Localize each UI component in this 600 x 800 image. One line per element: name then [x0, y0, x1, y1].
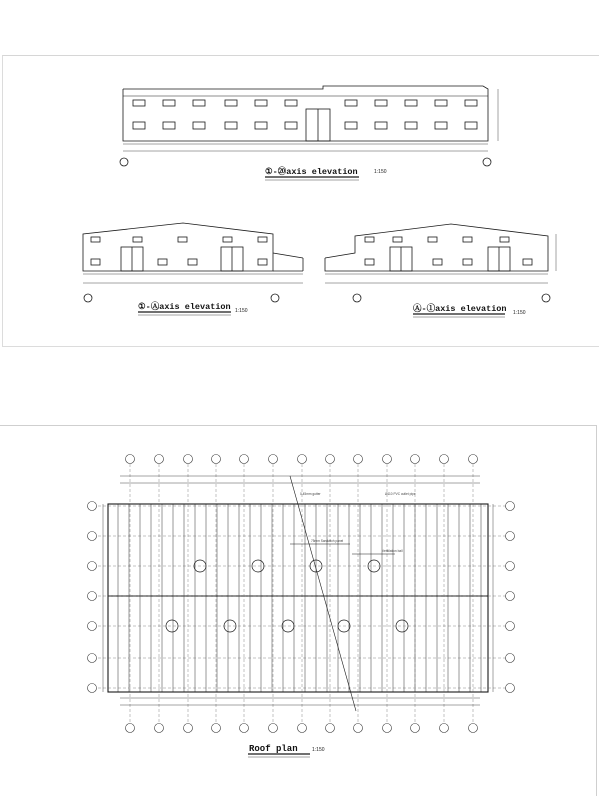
lower-window [225, 122, 237, 129]
axis-bubble-bottom [440, 724, 449, 733]
lower-window [375, 122, 387, 129]
axis-bubble-top [155, 455, 164, 464]
left-elevation [83, 223, 303, 302]
upper-window [465, 100, 477, 106]
axis-bubble-top [298, 455, 307, 464]
roof-outline [108, 504, 488, 692]
lower-window [255, 122, 267, 129]
axis-bubble-top [411, 455, 420, 464]
elevations-drawing [3, 56, 599, 346]
axis-bubble-right [506, 684, 515, 693]
axis-bubble-right [506, 622, 515, 631]
elevations-sheet [2, 55, 599, 347]
axis-bubble-right [506, 592, 515, 601]
front-axis-start-bubble [120, 158, 128, 166]
ventilation-ball-note: Ventilation ball [382, 549, 403, 553]
axis-bubble-right [506, 502, 515, 511]
roof-purlins [118, 504, 481, 692]
section-cut-line [290, 476, 356, 711]
roof-plan-scale: 1:150 [312, 747, 325, 753]
front-elevation [120, 86, 498, 166]
sandwich-panel-note: 75mm Sandwich panel [311, 539, 344, 543]
lower-window [465, 122, 477, 129]
lower-window [345, 122, 357, 129]
upper-window [255, 100, 267, 106]
right-elevation [325, 224, 556, 302]
lower-window [133, 122, 145, 129]
upper-window [133, 100, 145, 106]
axis-bubble-top [269, 455, 278, 464]
axis-bubble-bottom [383, 724, 392, 733]
left-elevation-scale: 1:150 [235, 308, 248, 314]
axis-bubble-left [88, 684, 97, 693]
axis-bubble-top [469, 455, 478, 464]
axis-bubbles [88, 455, 515, 733]
axis-bubble-bottom [354, 724, 363, 733]
upper-window [193, 100, 205, 106]
upper-window [435, 100, 447, 106]
upper-window [405, 100, 417, 106]
axis-bubble-top [440, 455, 449, 464]
axis-bubble-right [506, 654, 515, 663]
axis-bubble-bottom [212, 724, 221, 733]
axis-bubble-top [326, 455, 335, 464]
axis-bubble-left [88, 622, 97, 631]
lower-window [193, 122, 205, 129]
upper-window [225, 100, 237, 106]
axis-bubble-bottom [184, 724, 193, 733]
axis-bubble-bottom [126, 724, 135, 733]
axis-bubble-left [88, 532, 97, 541]
axis-bubble-top [212, 455, 221, 464]
axis-bubble-top [184, 455, 193, 464]
upper-window [375, 100, 387, 106]
axis-bubble-top [383, 455, 392, 464]
axis-bubble-bottom [240, 724, 249, 733]
axis-bubble-left [88, 502, 97, 511]
axis-bubble-top [126, 455, 135, 464]
lower-window [163, 122, 175, 129]
upper-window [285, 100, 297, 106]
upper-window [163, 100, 175, 106]
left-elevation-caption: ①-Ⓐaxis elevation [138, 302, 231, 312]
axis-bubble-bottom [411, 724, 420, 733]
right-elevation-caption: Ⓐ-①axis elevation [413, 304, 507, 314]
gutter-note: 0.45mm gutter [300, 492, 321, 496]
axis-bubble-bottom [326, 724, 335, 733]
roof-plan-drawing [0, 426, 596, 796]
left-axis-start-bubble [84, 294, 92, 302]
right-axis-start-bubble [353, 294, 361, 302]
outlet-pipe-note: Ø110 PVC outlet pipe [385, 492, 416, 496]
front-elevation-scale: 1:150 [374, 169, 387, 175]
roof-plan-sheet [0, 425, 597, 796]
left-axis-end-bubble [271, 294, 279, 302]
axis-bubble-bottom [298, 724, 307, 733]
ventilation-ball [396, 620, 408, 632]
ventilation-ball [166, 620, 178, 632]
right-elevation-scale: 1:150 [513, 310, 526, 316]
upper-window [345, 100, 357, 106]
lower-window [285, 122, 297, 129]
lower-window [435, 122, 447, 129]
axis-bubble-bottom [269, 724, 278, 733]
roof-plan-caption: Roof plan [249, 744, 298, 754]
front-elevation-caption: ①-⑳axis elevation [265, 167, 358, 177]
right-axis-end-bubble [542, 294, 550, 302]
axis-bubble-right [506, 532, 515, 541]
axis-bubble-right [506, 562, 515, 571]
axis-bubble-bottom [469, 724, 478, 733]
axis-bubble-top [240, 455, 249, 464]
front-windows [133, 100, 477, 129]
lower-window [405, 122, 417, 129]
axis-bubble-left [88, 654, 97, 663]
axis-bubble-left [88, 562, 97, 571]
axis-bubble-left [88, 592, 97, 601]
axis-bubble-top [354, 455, 363, 464]
front-axis-end-bubble [483, 158, 491, 166]
axis-bubble-bottom [155, 724, 164, 733]
